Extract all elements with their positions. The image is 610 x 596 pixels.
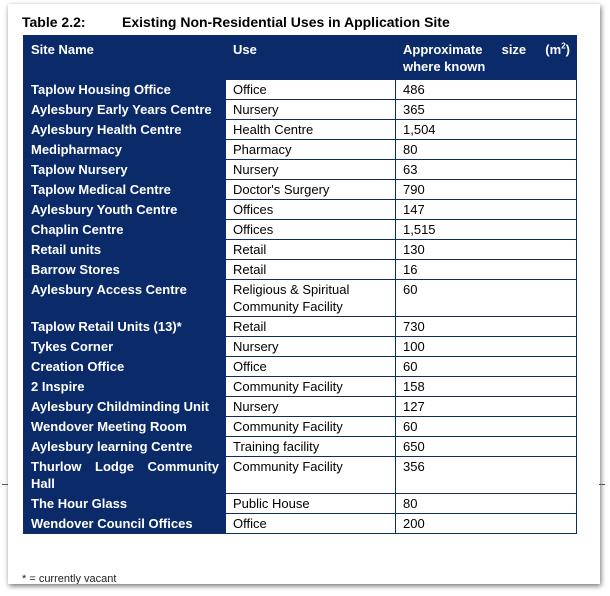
site-name-cell: Wendover Meeting Room <box>24 417 226 437</box>
header-site-name: Site Name <box>24 36 226 80</box>
use-cell: Community Facility <box>226 377 396 397</box>
use-cell: Offices <box>226 220 396 240</box>
site-name-cell: Aylesbury Access Centre <box>24 280 226 317</box>
site-name-cell: 2 Inspire <box>24 377 226 397</box>
use-cell: Offices <box>226 200 396 220</box>
table-row <box>24 357 577 377</box>
table-row <box>24 100 577 120</box>
table-row <box>24 260 577 280</box>
margin-mark-right <box>599 484 605 485</box>
margin-mark-left <box>2 484 8 485</box>
header-use: Use <box>226 36 396 80</box>
table-body <box>24 80 577 534</box>
table-row <box>24 160 577 180</box>
site-name-cell: The Hour Glass <box>24 494 226 514</box>
header-size-tail: ) where known <box>403 42 570 74</box>
table-header-row <box>24 36 577 80</box>
size-cell: 790 <box>396 180 577 200</box>
size-cell: 158 <box>396 377 577 397</box>
table-row <box>24 120 577 140</box>
use-cell: Religious & Spiritual Community Facility <box>226 280 396 317</box>
site-name-cell: Taplow Medical Centre <box>24 180 226 200</box>
table-row <box>24 280 577 317</box>
header-size-superscript: 2 <box>561 41 566 51</box>
use-cell: Nursery <box>226 160 396 180</box>
size-cell: 60 <box>396 280 577 317</box>
size-cell: 486 <box>396 80 577 100</box>
size-cell: 356 <box>396 457 577 494</box>
table-row <box>24 397 577 417</box>
table-row <box>24 240 577 260</box>
site-name-cell: Taplow Nursery <box>24 160 226 180</box>
table-row <box>24 494 577 514</box>
use-cell: Community Facility <box>226 417 396 437</box>
site-name-cell: Barrow Stores <box>24 260 226 280</box>
site-name-cell: Aylesbury Early Years Centre <box>24 100 226 120</box>
size-cell: 80 <box>396 494 577 514</box>
size-cell: 80 <box>396 140 577 160</box>
table-row <box>24 220 577 240</box>
site-name-cell: Aylesbury Childminding Unit <box>24 397 226 417</box>
table-row <box>24 337 577 357</box>
size-cell: 100 <box>396 337 577 357</box>
site-name-cell: Aylesbury Youth Centre <box>24 200 226 220</box>
use-cell: Community Facility <box>226 457 396 494</box>
site-name-cell: Aylesbury learning Centre <box>24 437 226 457</box>
site-name-cell: Chaplin Centre <box>24 220 226 240</box>
size-cell: 730 <box>396 317 577 337</box>
size-cell: 1,504 <box>396 120 577 140</box>
size-cell: 200 <box>396 514 577 534</box>
table-title: Existing Non-Residential Uses in Application Site <box>122 14 450 30</box>
size-cell: 650 <box>396 437 577 457</box>
use-cell: Training facility <box>226 437 396 457</box>
site-name-cell: Taplow Housing Office <box>24 80 226 100</box>
table-row <box>24 180 577 200</box>
size-cell: 16 <box>396 260 577 280</box>
site-name-cell: Taplow Retail Units (13)* <box>24 317 226 337</box>
size-cell: 1,515 <box>396 220 577 240</box>
table-row <box>24 317 577 337</box>
use-cell: Office <box>226 357 396 377</box>
footnote: * = currently vacant <box>22 573 117 584</box>
site-name-cell: Thurlow Lodge Community Hall <box>24 457 226 494</box>
size-cell: 147 <box>396 200 577 220</box>
document-page <box>8 4 600 584</box>
site-name-cell: Retail units <box>24 240 226 260</box>
use-cell: Pharmacy <box>226 140 396 160</box>
non-residential-uses-table <box>23 35 577 534</box>
table-row <box>24 200 577 220</box>
use-cell: Nursery <box>226 100 396 120</box>
site-name-cell: Tykes Corner <box>24 337 226 357</box>
table-row <box>24 457 577 494</box>
size-cell: 63 <box>396 160 577 180</box>
use-cell: Retail <box>226 260 396 280</box>
site-name-cell: Wendover Council Offices <box>24 514 226 534</box>
use-cell: Nursery <box>226 397 396 417</box>
table-row <box>24 377 577 397</box>
size-cell: 127 <box>396 397 577 417</box>
use-cell: Office <box>226 514 396 534</box>
use-cell: Retail <box>226 240 396 260</box>
site-name-cell: Aylesbury Health Centre <box>24 120 226 140</box>
site-name-cell: Medipharmacy <box>24 140 226 160</box>
table-row <box>24 514 577 534</box>
size-cell: 60 <box>396 357 577 377</box>
use-cell: Public House <box>226 494 396 514</box>
header-size-text: Approximate size (m <box>403 42 562 57</box>
table-row <box>24 437 577 457</box>
use-cell: Health Centre <box>226 120 396 140</box>
table-row <box>24 417 577 437</box>
use-cell: Retail <box>226 317 396 337</box>
use-cell: Doctor's Surgery <box>226 180 396 200</box>
header-size <box>396 36 577 80</box>
use-cell: Nursery <box>226 337 396 357</box>
size-cell: 130 <box>396 240 577 260</box>
table-caption <box>22 14 450 30</box>
use-cell: Office <box>226 80 396 100</box>
size-cell: 60 <box>396 417 577 437</box>
table-row <box>24 140 577 160</box>
table-number: Table 2.2: <box>22 14 86 30</box>
table-row <box>24 80 577 100</box>
size-cell: 365 <box>396 100 577 120</box>
site-name-cell: Creation Office <box>24 357 226 377</box>
